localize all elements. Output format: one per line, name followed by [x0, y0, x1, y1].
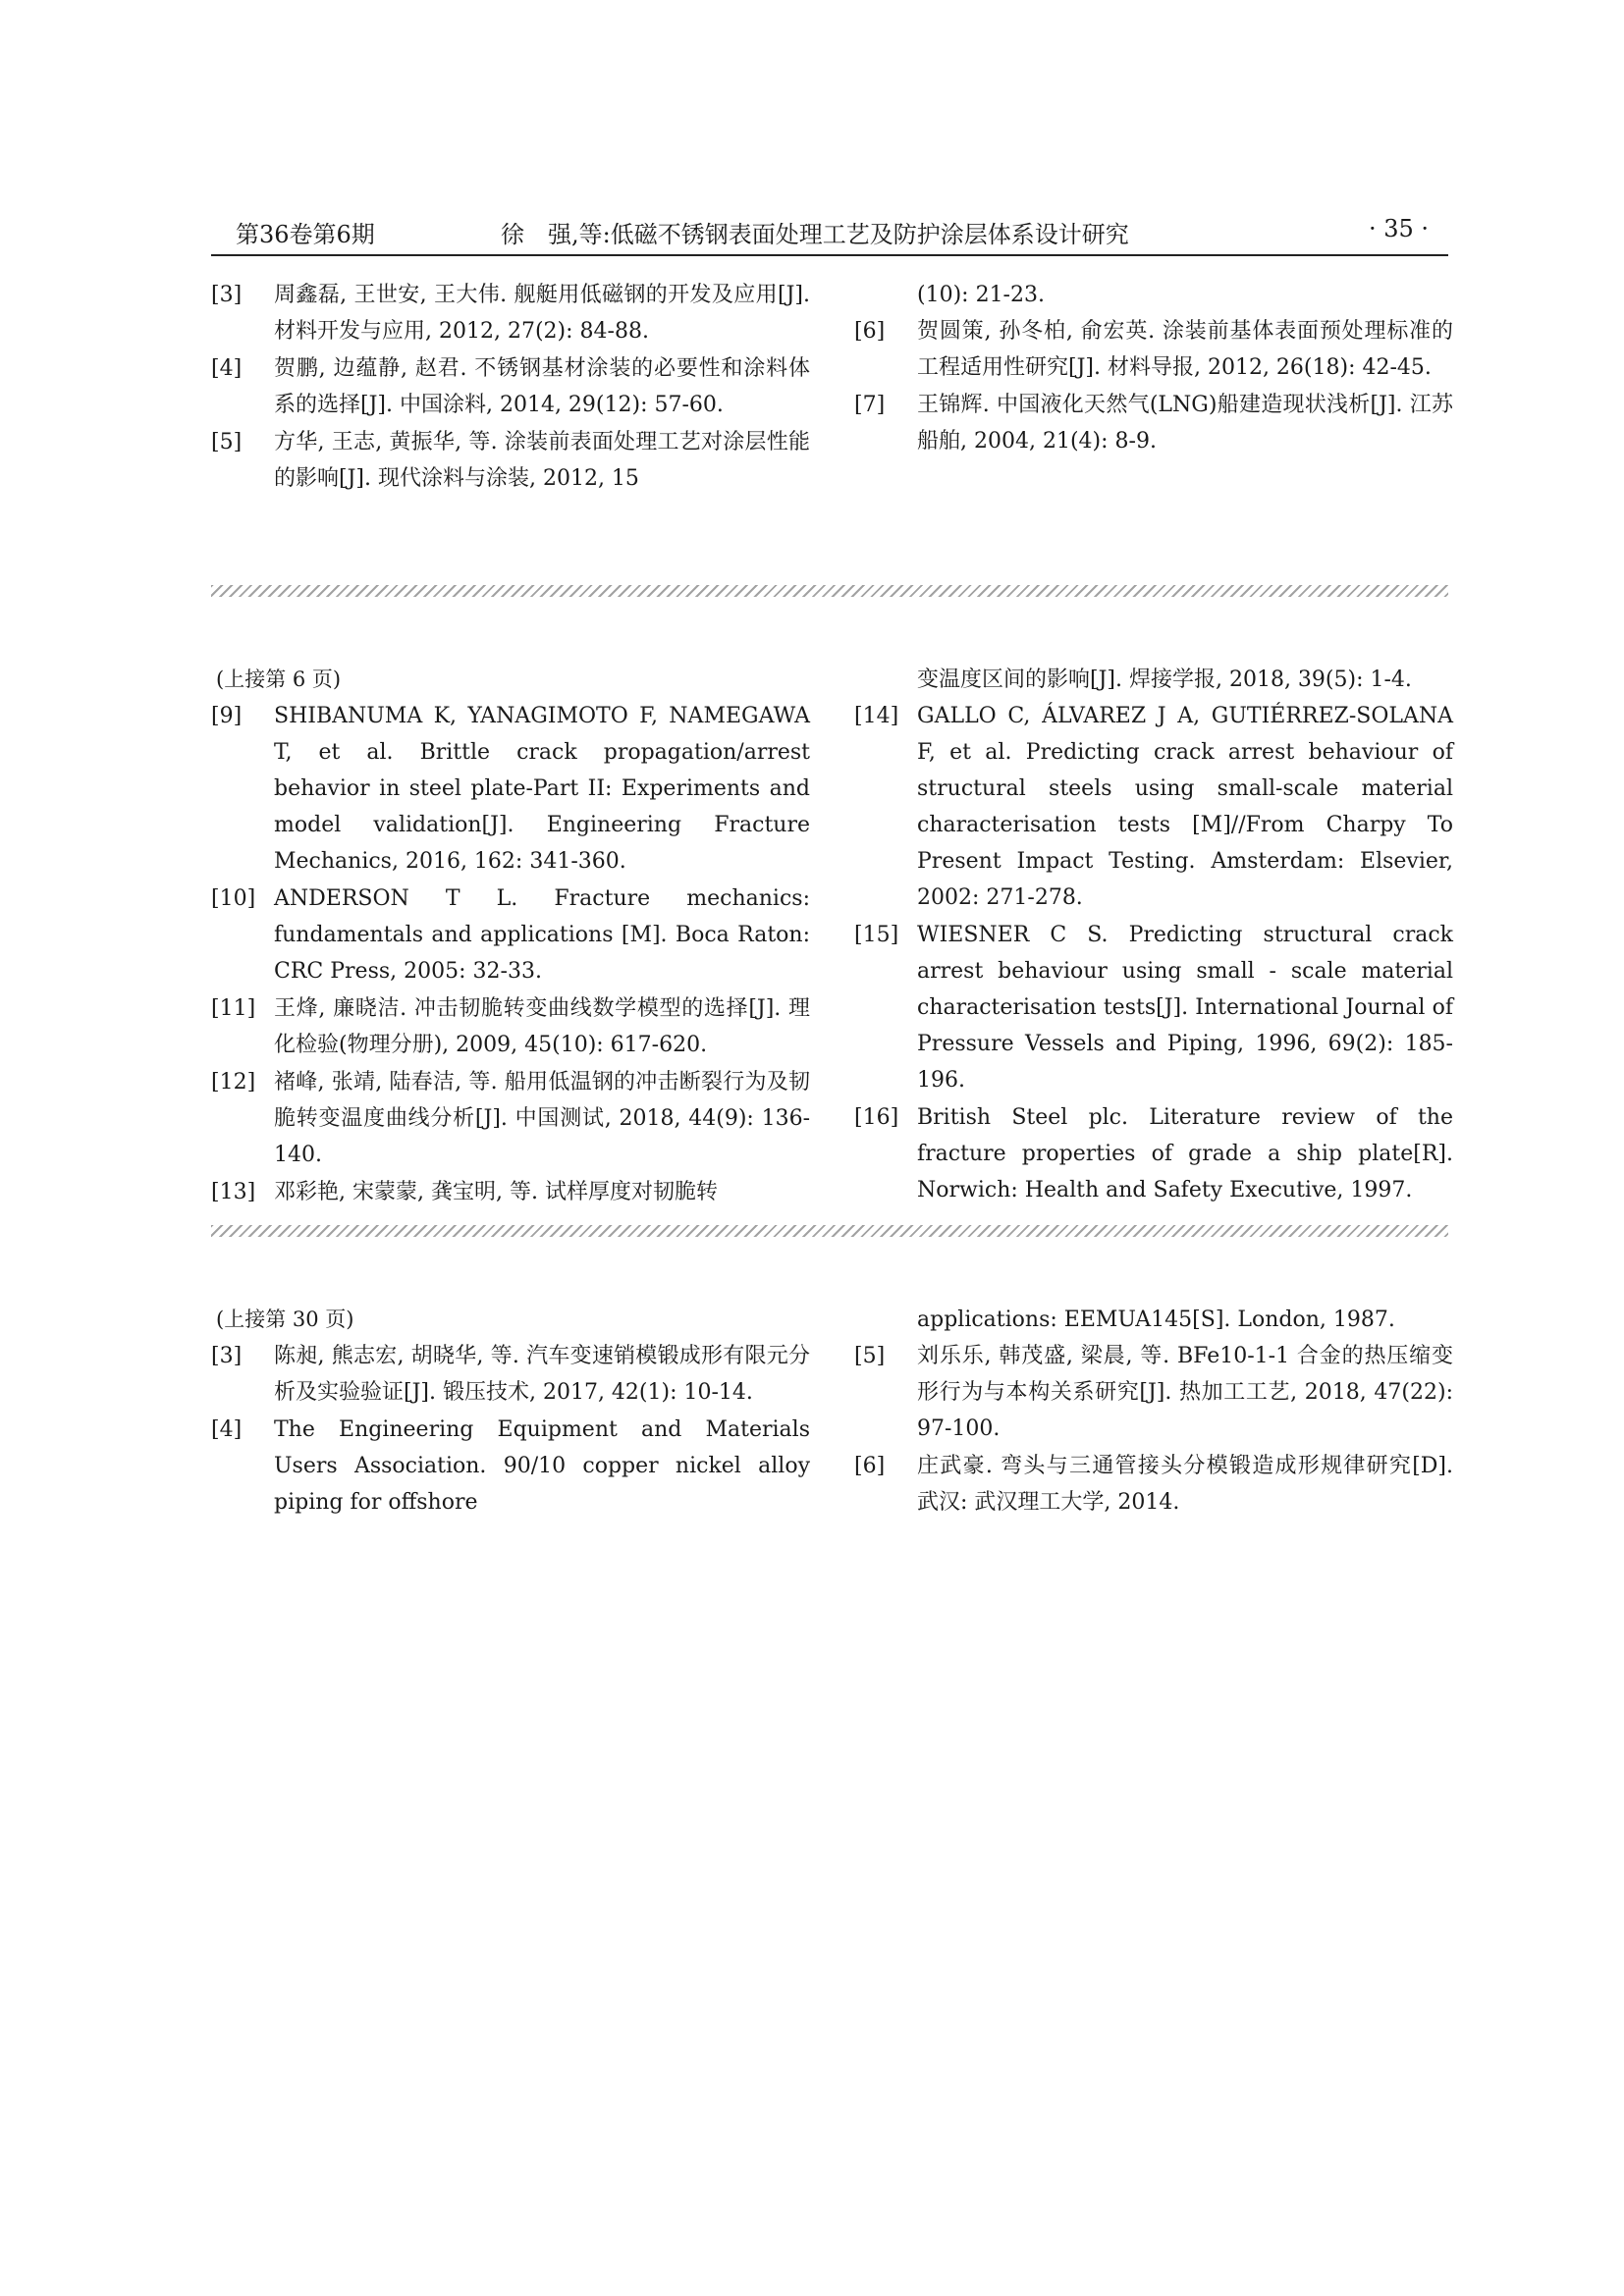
page-header	[211, 209, 1448, 256]
reference-column-left	[211, 662, 810, 1211]
reference-item	[854, 1448, 1453, 1521]
reference-continuation: (10): 21-23.	[917, 283, 1045, 307]
reference-item	[854, 698, 1453, 916]
reference-continuation: 变温度区间的影响[J]. 焊接学报, 2018, 39(5): 1-4.	[917, 667, 1412, 692]
reference-text: 陈昶, 熊志宏, 胡晓华, 等. 汽车变速销模锻成形有限元分析及实验验证[J]. 锻压技术, 2017, 42(1): 10-14.	[274, 1344, 810, 1405]
reference-number: [16]	[854, 1105, 899, 1130]
reference-number: [11]	[211, 996, 256, 1021]
reference-number: [7]	[854, 393, 886, 417]
reference-number: [3]	[211, 1344, 243, 1368]
reference-text: 方华, 王志, 黄振华, 等. 涂装前表面处理工艺对涂层性能的影响[J]. 现代涂料与涂装, 2012, 15	[274, 430, 810, 491]
reference-text: ANDERSON T L. Fracture mechanics: fundamentals and applications [M]. Boca Raton: CRC Press, 2005: 32-33.	[274, 886, 810, 984]
reference-text: SHIBANUMA K, YANAGIMOTO F, NAMEGAWA T, et al. Brittle crack propagation/arrest behavior in steel plate-Part II: Experiments and model validation[J]. Engineering Fracture Mechanics, 2016, 162: 341-360.	[274, 704, 810, 874]
continued-from-note: (上接第 6 页)	[216, 667, 342, 691]
reference-item	[854, 917, 1453, 1098]
reference-item	[211, 1412, 810, 1521]
reference-column-left	[211, 277, 810, 498]
reference-item	[211, 1064, 810, 1173]
reference-column-right	[854, 662, 1453, 1209]
reference-text: 庄武豪. 弯头与三通管接头分模锻造成形规律研究[D]. 武汉: 武汉理工大学, 2014.	[917, 1454, 1453, 1515]
reference-item	[211, 881, 810, 989]
reference-number: [9]	[211, 704, 243, 728]
reference-text: 周鑫磊, 王世安, 王大伟. 舰艇用低磁钢的开发及应用[J]. 材料开发与应用, 2012, 27(2): 84-88.	[274, 283, 810, 344]
reference-item	[854, 1338, 1453, 1447]
reference-text: WIESNER C S. Predicting structural crack arrest behaviour using small - scale material characterisation tests[J]. International Journal of Pressure Vessels and Piping, 1996, 69(2): 185-196.	[917, 923, 1453, 1093]
reference-text: 邓彩艳, 宋蒙蒙, 龚宝明, 等. 试样厚度对韧脆转	[274, 1180, 718, 1204]
reference-number: [5]	[854, 1344, 886, 1368]
reference-item	[211, 424, 810, 497]
running-title: 徐 强,等:低磁不锈钢表面处理工艺及防护涂层体系设计研究	[501, 221, 1129, 248]
reference-text: British Steel plc. Literature review of the fracture properties of grade a ship plate[R]. Norwich: Health and Safety Executive, 1997.	[917, 1105, 1453, 1202]
reference-text: 贺鹏, 边蕴静, 赵君. 不锈钢基材涂装的必要性和涂料体系的选择[J]. 中国涂料, 2014, 29(12): 57-60.	[274, 356, 810, 417]
reference-text: 王锦辉. 中国液化天然气(LNG)船建造现状浅析[J]. 江苏船舶, 2004, 21(4): 8-9.	[917, 393, 1453, 454]
reference-text: 王烽, 廉晓洁. 冲击韧脆转变曲线数学模型的选择[J]. 理化检验(物理分册), 2009, 45(10): 617-620.	[274, 996, 810, 1057]
reference-column-right	[854, 1302, 1453, 1522]
reference-item	[854, 1099, 1453, 1208]
continued-from-note: (上接第 30 页)	[216, 1308, 354, 1331]
reference-number: [6]	[854, 319, 886, 344]
reference-number: [10]	[211, 886, 256, 911]
reference-item	[211, 1174, 810, 1210]
reference-text: 贺圆策, 孙冬柏, 俞宏英. 涂装前基体表面预处理标准的工程适用性研究[J]. 材料导报, 2012, 26(18): 42-45.	[917, 319, 1453, 380]
reference-number: [3]	[211, 283, 243, 307]
reference-text: 刘乐乐, 韩茂盛, 梁晨, 等. BFe10-1-1 合金的热压缩变形行为与本构关系研究[J]. 热加工工艺, 2018, 47(22): 97-100.	[917, 1344, 1453, 1441]
reference-item	[211, 350, 810, 423]
reference-item	[211, 698, 810, 880]
reference-continuation: applications: EEMUA145[S]. London, 1987.	[917, 1308, 1395, 1332]
reference-number: [4]	[211, 1417, 243, 1442]
reference-column-right	[854, 277, 1453, 460]
reference-text: GALLO C, ÁLVAREZ J A, GUTIÉRREZ-SOLANA F, et al. Predicting crack arrest behaviour of structural steels using small-scale material characterisation tests [M]//From Charpy To Present Impact Testing. Amsterdam: Elsevier, 2002: 271-278.	[917, 704, 1453, 910]
reference-number: [4]	[211, 356, 243, 381]
journal-volume: 第36卷第6期	[236, 221, 375, 248]
reference-number: [6]	[854, 1454, 886, 1478]
reference-number: [15]	[854, 923, 899, 947]
reference-item	[854, 313, 1453, 386]
reference-column-left	[211, 1302, 810, 1522]
reference-number: [14]	[854, 704, 899, 728]
reference-number: [13]	[211, 1180, 256, 1204]
ornamental-divider	[211, 1225, 1448, 1237]
page-number: · 35 ·	[1368, 215, 1429, 242]
reference-item	[854, 387, 1453, 459]
ornamental-divider	[211, 585, 1448, 597]
reference-item	[211, 1338, 810, 1411]
reference-text: The Engineering Equipment and Materials Users Association. 90/10 copper nickel alloy piping for offshore	[274, 1417, 810, 1515]
reference-number: [5]	[211, 430, 243, 454]
reference-text: 褚峰, 张靖, 陆春洁, 等. 船用低温钢的冲击断裂行为及韧脆转变温度曲线分析[J]. 中国测试, 2018, 44(9): 136-140.	[274, 1070, 810, 1167]
reference-item	[211, 277, 810, 349]
reference-item	[211, 990, 810, 1063]
reference-number: [12]	[211, 1070, 256, 1095]
